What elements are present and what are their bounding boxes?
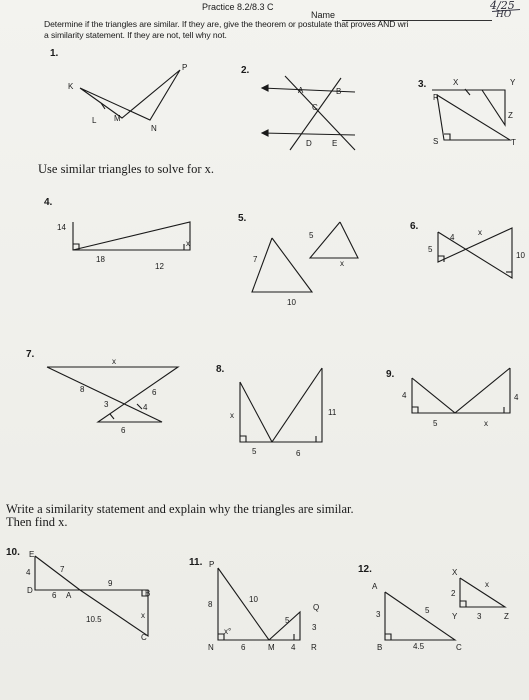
fig9-label-4b: 4 bbox=[514, 393, 519, 402]
fig1-label-l: L bbox=[92, 116, 97, 125]
fig10-label-d: D bbox=[27, 586, 33, 595]
fig12-label-b: B bbox=[377, 643, 383, 652]
fig8-label-6: 6 bbox=[296, 449, 301, 458]
fig10-label-b: B bbox=[145, 589, 151, 598]
problem-7-number: 7. bbox=[26, 349, 35, 360]
figure-3 bbox=[432, 78, 516, 147]
name-label: Name bbox=[311, 10, 336, 20]
problem-11-number: 11. bbox=[189, 557, 203, 568]
fig12-label-z: Z bbox=[504, 612, 509, 621]
fig12-label-2: 2 bbox=[451, 589, 456, 598]
fig8-label-x: x bbox=[230, 411, 234, 420]
fig10-label-x: x bbox=[141, 611, 145, 620]
fig1-label-n: N bbox=[151, 124, 157, 133]
fig12-label-x: X bbox=[452, 568, 458, 577]
fig5-label-x: x bbox=[340, 259, 344, 268]
problem-2-number: 2. bbox=[241, 65, 250, 76]
fig1-label-k: K bbox=[68, 82, 74, 91]
fig4-label-12: 12 bbox=[155, 262, 164, 271]
fig7-label-x: x bbox=[112, 357, 116, 366]
figure-11 bbox=[208, 560, 319, 652]
fig4-label-18: 18 bbox=[96, 255, 105, 264]
fig12-label-3b: 3 bbox=[376, 610, 381, 619]
fig3-label-s: S bbox=[433, 137, 439, 146]
fig10-label-10-5: 10.5 bbox=[86, 615, 102, 624]
fig10-label-e: E bbox=[29, 550, 35, 559]
fig10-label-7: 7 bbox=[60, 565, 65, 574]
problem-10-number: 10. bbox=[6, 547, 20, 558]
fig2-label-a: A bbox=[298, 86, 304, 95]
figure-8 bbox=[230, 368, 337, 458]
fig11-label-10: 10 bbox=[249, 595, 258, 604]
instructions-line-2: a similarity statement. If they are not, tell why not. bbox=[44, 30, 227, 40]
fig10-label-a: A bbox=[66, 591, 72, 600]
fig11-label-6: 6 bbox=[241, 643, 246, 652]
section-solve-title: Use similar triangles to solve for x. bbox=[38, 162, 215, 176]
fig11-label-4: 4 bbox=[291, 643, 296, 652]
initials: HO bbox=[496, 10, 512, 20]
fig7-label-6a: 6 bbox=[152, 388, 157, 397]
fig12-label-y: Y bbox=[452, 612, 458, 621]
fig2-label-e: E bbox=[332, 139, 338, 148]
fig2-label-b: B bbox=[336, 87, 342, 96]
figure-7 bbox=[47, 357, 178, 435]
fig11-label-n: N bbox=[208, 643, 214, 652]
figure-4 bbox=[57, 222, 190, 271]
fig3-label-r: R bbox=[433, 93, 439, 102]
problem-8-number: 8. bbox=[216, 364, 225, 375]
problem-1-number: 1. bbox=[50, 48, 59, 59]
fig11-label-m: M bbox=[268, 643, 275, 652]
fig6-label-5: 5 bbox=[428, 245, 433, 254]
fig10-label-c: C bbox=[141, 633, 147, 642]
fig3-label-x: X bbox=[453, 78, 459, 87]
figure-2 bbox=[262, 76, 355, 150]
fig3-label-z: Z bbox=[508, 111, 513, 120]
fig5-label-10: 10 bbox=[287, 298, 296, 307]
fig7-label-3: 3 bbox=[104, 400, 109, 409]
fig5-label-5: 5 bbox=[309, 231, 314, 240]
fig2-label-c: C bbox=[312, 103, 318, 112]
fig12-label-5: 5 bbox=[425, 606, 430, 615]
fig9-label-5: 5 bbox=[433, 419, 438, 428]
fig10-label-4: 4 bbox=[26, 568, 31, 577]
fig11-label-5: 5 bbox=[285, 616, 290, 625]
fig9-label-4a: 4 bbox=[402, 391, 407, 400]
fig1-label-p: P bbox=[182, 63, 188, 72]
problem-4-number: 4. bbox=[44, 197, 53, 208]
fig7-label-6b: 6 bbox=[121, 426, 126, 435]
figure-9 bbox=[402, 368, 519, 428]
fig10-label-9: 9 bbox=[108, 579, 113, 588]
fig12-label-a: A bbox=[372, 582, 378, 591]
section-statement-title-1: Write a similarity statement and explain why the triangles are similar. bbox=[6, 502, 354, 516]
fig4-label-14: 14 bbox=[57, 223, 66, 232]
fig7-label-4: 4 bbox=[143, 403, 148, 412]
fig3-label-t: T bbox=[511, 138, 516, 147]
figure-6 bbox=[428, 228, 525, 278]
fig11-label-3: 3 bbox=[312, 623, 317, 632]
figure-1 bbox=[68, 63, 187, 133]
fig9-label-x: x bbox=[484, 419, 488, 428]
fig11-label-r: R bbox=[311, 643, 317, 652]
fig8-label-5: 5 bbox=[252, 447, 257, 456]
fig3-label-y: Y bbox=[510, 78, 516, 87]
fig2-label-d: D bbox=[306, 139, 312, 148]
fig12-label-x-lower: x bbox=[485, 580, 489, 589]
fig12-label-4-5: 4.5 bbox=[413, 642, 425, 651]
fig4-label-x: x bbox=[186, 239, 190, 248]
fig11-label-q: Q bbox=[313, 603, 320, 612]
fig5-label-7: 7 bbox=[253, 255, 258, 264]
fig11-label-p: P bbox=[209, 560, 215, 569]
fig8-label-11: 11 bbox=[328, 408, 337, 417]
problem-12-number: 12. bbox=[358, 564, 372, 575]
figure-10 bbox=[26, 550, 150, 642]
fig11-label-8: 8 bbox=[208, 600, 213, 609]
problem-5-number: 5. bbox=[238, 213, 247, 224]
fig7-label-8: 8 bbox=[80, 385, 85, 394]
problem-6-number: 6. bbox=[410, 221, 419, 232]
fig11-label-x-deg: x° bbox=[224, 627, 232, 636]
score: 4/25 bbox=[490, 0, 515, 12]
practice-title: Practice 8.2/8.3 C bbox=[202, 2, 274, 12]
fig6-label-x: x bbox=[478, 228, 482, 237]
problem-9-number: 9. bbox=[386, 369, 395, 380]
problem-3-number: 3. bbox=[418, 79, 427, 90]
fig12-label-c: C bbox=[456, 643, 462, 652]
fig1-label-m: M bbox=[114, 114, 121, 123]
figure-12 bbox=[372, 568, 509, 652]
instructions-line-1: Determine if the triangles are similar. If they are, give the theorem or postulate that proves AND wri bbox=[44, 19, 409, 29]
fig6-label-10: 10 bbox=[516, 251, 525, 260]
section-statement-title-2: Then find x. bbox=[6, 515, 68, 529]
fig6-label-4: 4 bbox=[450, 233, 455, 242]
fig10-label-6: 6 bbox=[52, 591, 57, 600]
fig12-label-3a: 3 bbox=[477, 612, 482, 621]
figure-5 bbox=[252, 222, 358, 307]
